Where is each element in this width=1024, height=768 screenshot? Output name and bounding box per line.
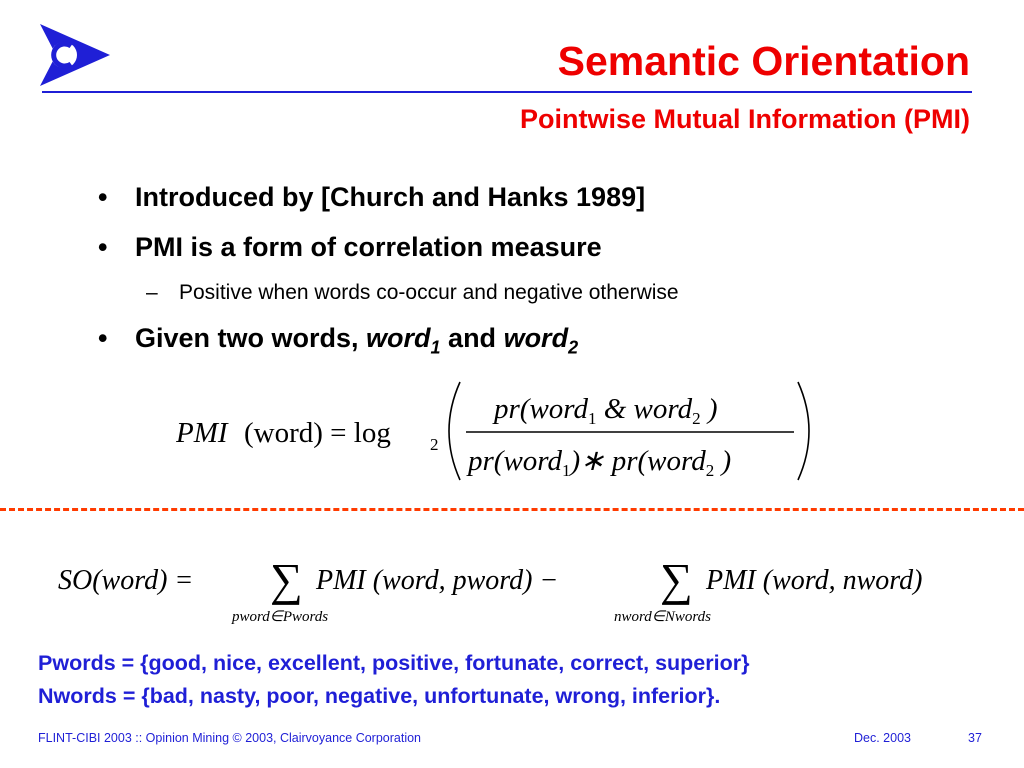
pmi-lhs: PMI — [176, 417, 228, 449]
word1-subscript: 1 — [430, 337, 441, 358]
footer-page-number: 37 — [968, 731, 982, 745]
bullet-text: PMI is a form of correlation measure — [135, 232, 602, 262]
left-paren — [449, 382, 460, 480]
slide-title: Semantic Orientation — [557, 38, 970, 84]
bullet-marker: • — [98, 232, 108, 262]
clairvoyance-logo-icon — [38, 22, 112, 88]
nwords-list: Nwords = {bad, nasty, poor, negative, unfortunate, wrong, inferior}. — [38, 684, 721, 708]
right-paren — [798, 382, 809, 480]
slide-subtitle: Pointwise Mutual Information (PMI) — [520, 104, 970, 134]
so-term-positive: PMI (word, pword) − — [316, 565, 559, 596]
pmi-lhs-arg: (word) = log — [244, 417, 391, 449]
sum-symbol-negative: ∑ — [660, 555, 693, 605]
word2-label: word — [503, 323, 569, 353]
bullet-text — [135, 323, 578, 358]
sub-bullet-text: Positive when words co-occur and negative otherwise — [179, 281, 679, 304]
word2-subscript: 2 — [568, 337, 579, 358]
so-term-negative: PMI (word, nword) — [706, 565, 923, 596]
bullet-text-prefix: Given two words, — [135, 323, 367, 353]
pwords-list: Pwords = {good, nice, excellent, positive, fortunate, correct, superior} — [38, 651, 750, 675]
conjunction: and — [440, 323, 504, 353]
word1-label: word — [366, 323, 431, 353]
so-range-negative: nword∈Nwords — [614, 609, 711, 625]
footer-left: FLINT-CIBI 2003 :: Opinion Mining © 2003, Clairvoyance Corporation — [38, 731, 422, 745]
sum-symbol-positive: ∑ — [270, 555, 303, 605]
pmi-numerator: pr(word$_1$ & word$_2$ ) — [494, 393, 718, 428]
bullet-text: Introduced by [Church and Hanks 1989] — [135, 182, 646, 212]
so-lhs: SO(word) = — [58, 565, 194, 596]
bullet-marker: • — [98, 323, 108, 353]
pmi-denominator: pr(word$_1$)∗ pr(word$_2$ ) — [468, 445, 732, 480]
footer-date: Dec. 2003 — [854, 731, 911, 745]
section-divider-dashed — [0, 508, 1024, 511]
pmi-formula — [176, 376, 816, 486]
pmi-log-base: 2 — [430, 435, 439, 454]
so-formula — [58, 555, 978, 635]
title-divider — [42, 91, 972, 93]
so-range-positive: pword∈Pwords — [232, 609, 329, 625]
sub-bullet-marker: – — [146, 281, 158, 304]
bullet-marker: • — [98, 182, 108, 212]
